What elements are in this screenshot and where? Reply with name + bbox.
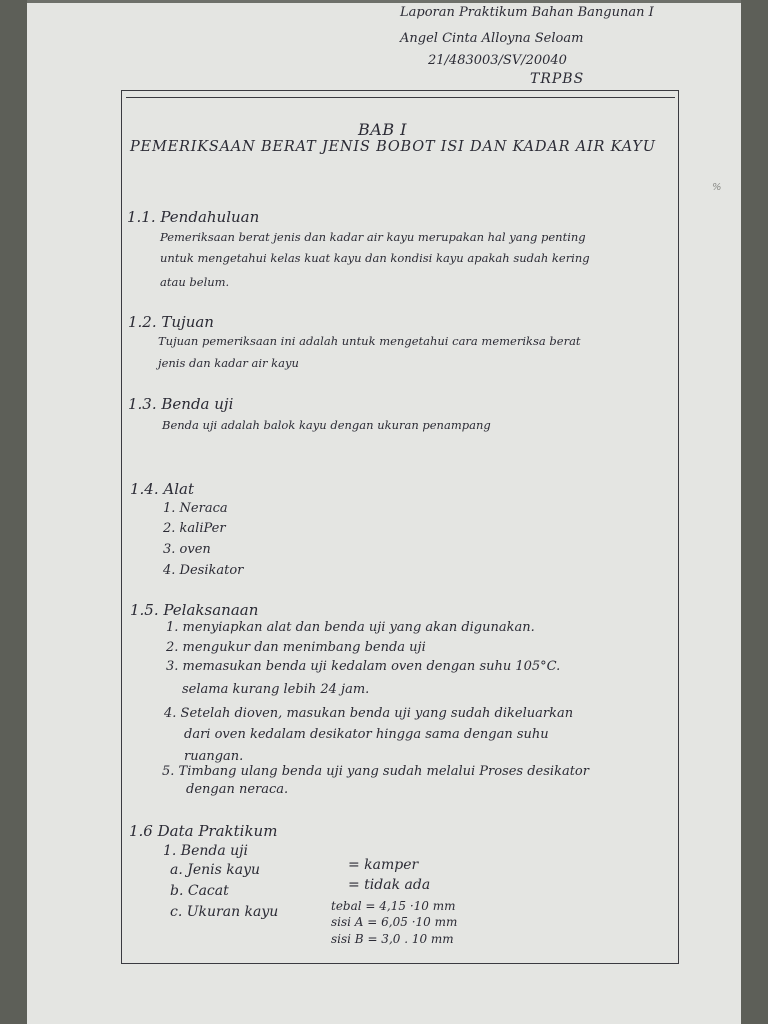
pelaksanaan-line-3: 3. memasukan benda uji kedalam oven dengan suhu 105°C. [166,659,561,674]
data-value-tebal: tebal = 4,15 ·10 mm [331,899,456,913]
data-value-cacat: = tidak ada [348,877,431,893]
section-heading-benda-uji: 1.3. Benda uji [128,395,234,413]
pelaksanaan-line-7: ruangan. [184,749,244,764]
data-value-jenis: = kamper [348,857,419,873]
pelaksanaan-line-1: 1. menyiapkan alat dan benda uji yang akan digunakan. [166,620,535,635]
tujuan-line-1: Tujuan pemeriksaan ini adalah untuk mengetahui cara memeriksa berat [158,334,581,348]
tujuan-line-2: jenis dan kadar air kayu [158,356,299,370]
data-label-ukuran: c. Ukuran kayu [170,904,279,920]
chapter-title: BAB I [358,120,407,139]
header-course: Laporan Praktikum Bahan Bangunan I [400,5,654,20]
section-heading-pelaksanaan: 1.5. Pelaksanaan [130,601,259,619]
alat-item-3: 3. oven [163,542,211,557]
header-id: 21/483003/SV/20040 [428,53,567,68]
data-label-jenis: a. Jenis kayu [170,862,261,878]
data-value-sisi-b: sisi B = 3,0 . 10 mm [331,932,454,946]
pendahuluan-line-2: untuk mengetahui kelas kuat kayu dan kondisi kayu apakah sudah kering [160,251,590,265]
pelaksanaan-line-9: dengan neraca. [186,782,289,797]
section-heading-alat: 1.4. Alat [130,480,194,498]
header-name: Angel Cinta Alloyna Seloam [400,31,584,46]
data-value-sisi-a: sisi A = 6,05 ·10 mm [331,915,458,929]
sheet-top-edge [27,0,741,3]
header-program: TRPBS [530,71,585,87]
section-heading-tujuan: 1.2. Tujuan [128,313,214,331]
chapter-subtitle: PEMERIKSAAN BERAT JENIS BOBOT ISI DAN KADAR AIR KAYU [130,139,656,155]
pelaksanaan-line-2: 2. mengukur dan menimbang benda uji [166,640,426,655]
section-heading-data: 1.6 Data Praktikum [129,822,278,840]
alat-item-1: 1. Neraca [163,501,228,516]
pelaksanaan-line-5: 4. Setelah dioven, masukan benda uji yang sudah dikeluarkan [164,706,574,721]
pelaksanaan-line-6: dari oven kedalam desikator hingga sama dengan suhu [184,727,549,742]
pendahuluan-line-1: Pemeriksaan berat jenis dan kadar air kayu merupakan hal yang penting [160,230,586,244]
benda-uji-line-1: Benda uji adalah balok kayu dengan ukuran penampang [162,418,491,432]
alat-item-4: 4. Desikator [163,563,244,578]
frame-inner-line [126,97,675,98]
pelaksanaan-line-4: selama kurang lebih 24 jam. [182,682,370,697]
pendahuluan-line-3: atau belum. [160,275,230,289]
alat-item-2: 2. kaliPer [163,521,226,536]
data-subheading: 1. Benda uji [163,843,248,859]
smudge-mark: % [712,182,722,193]
data-label-cacat: b. Cacat [170,883,229,899]
pelaksanaan-line-8: 5. Timbang ulang benda uji yang sudah melalui Proses desikator [162,764,589,779]
section-heading-pendahuluan: 1.1. Pendahuluan [127,208,260,226]
